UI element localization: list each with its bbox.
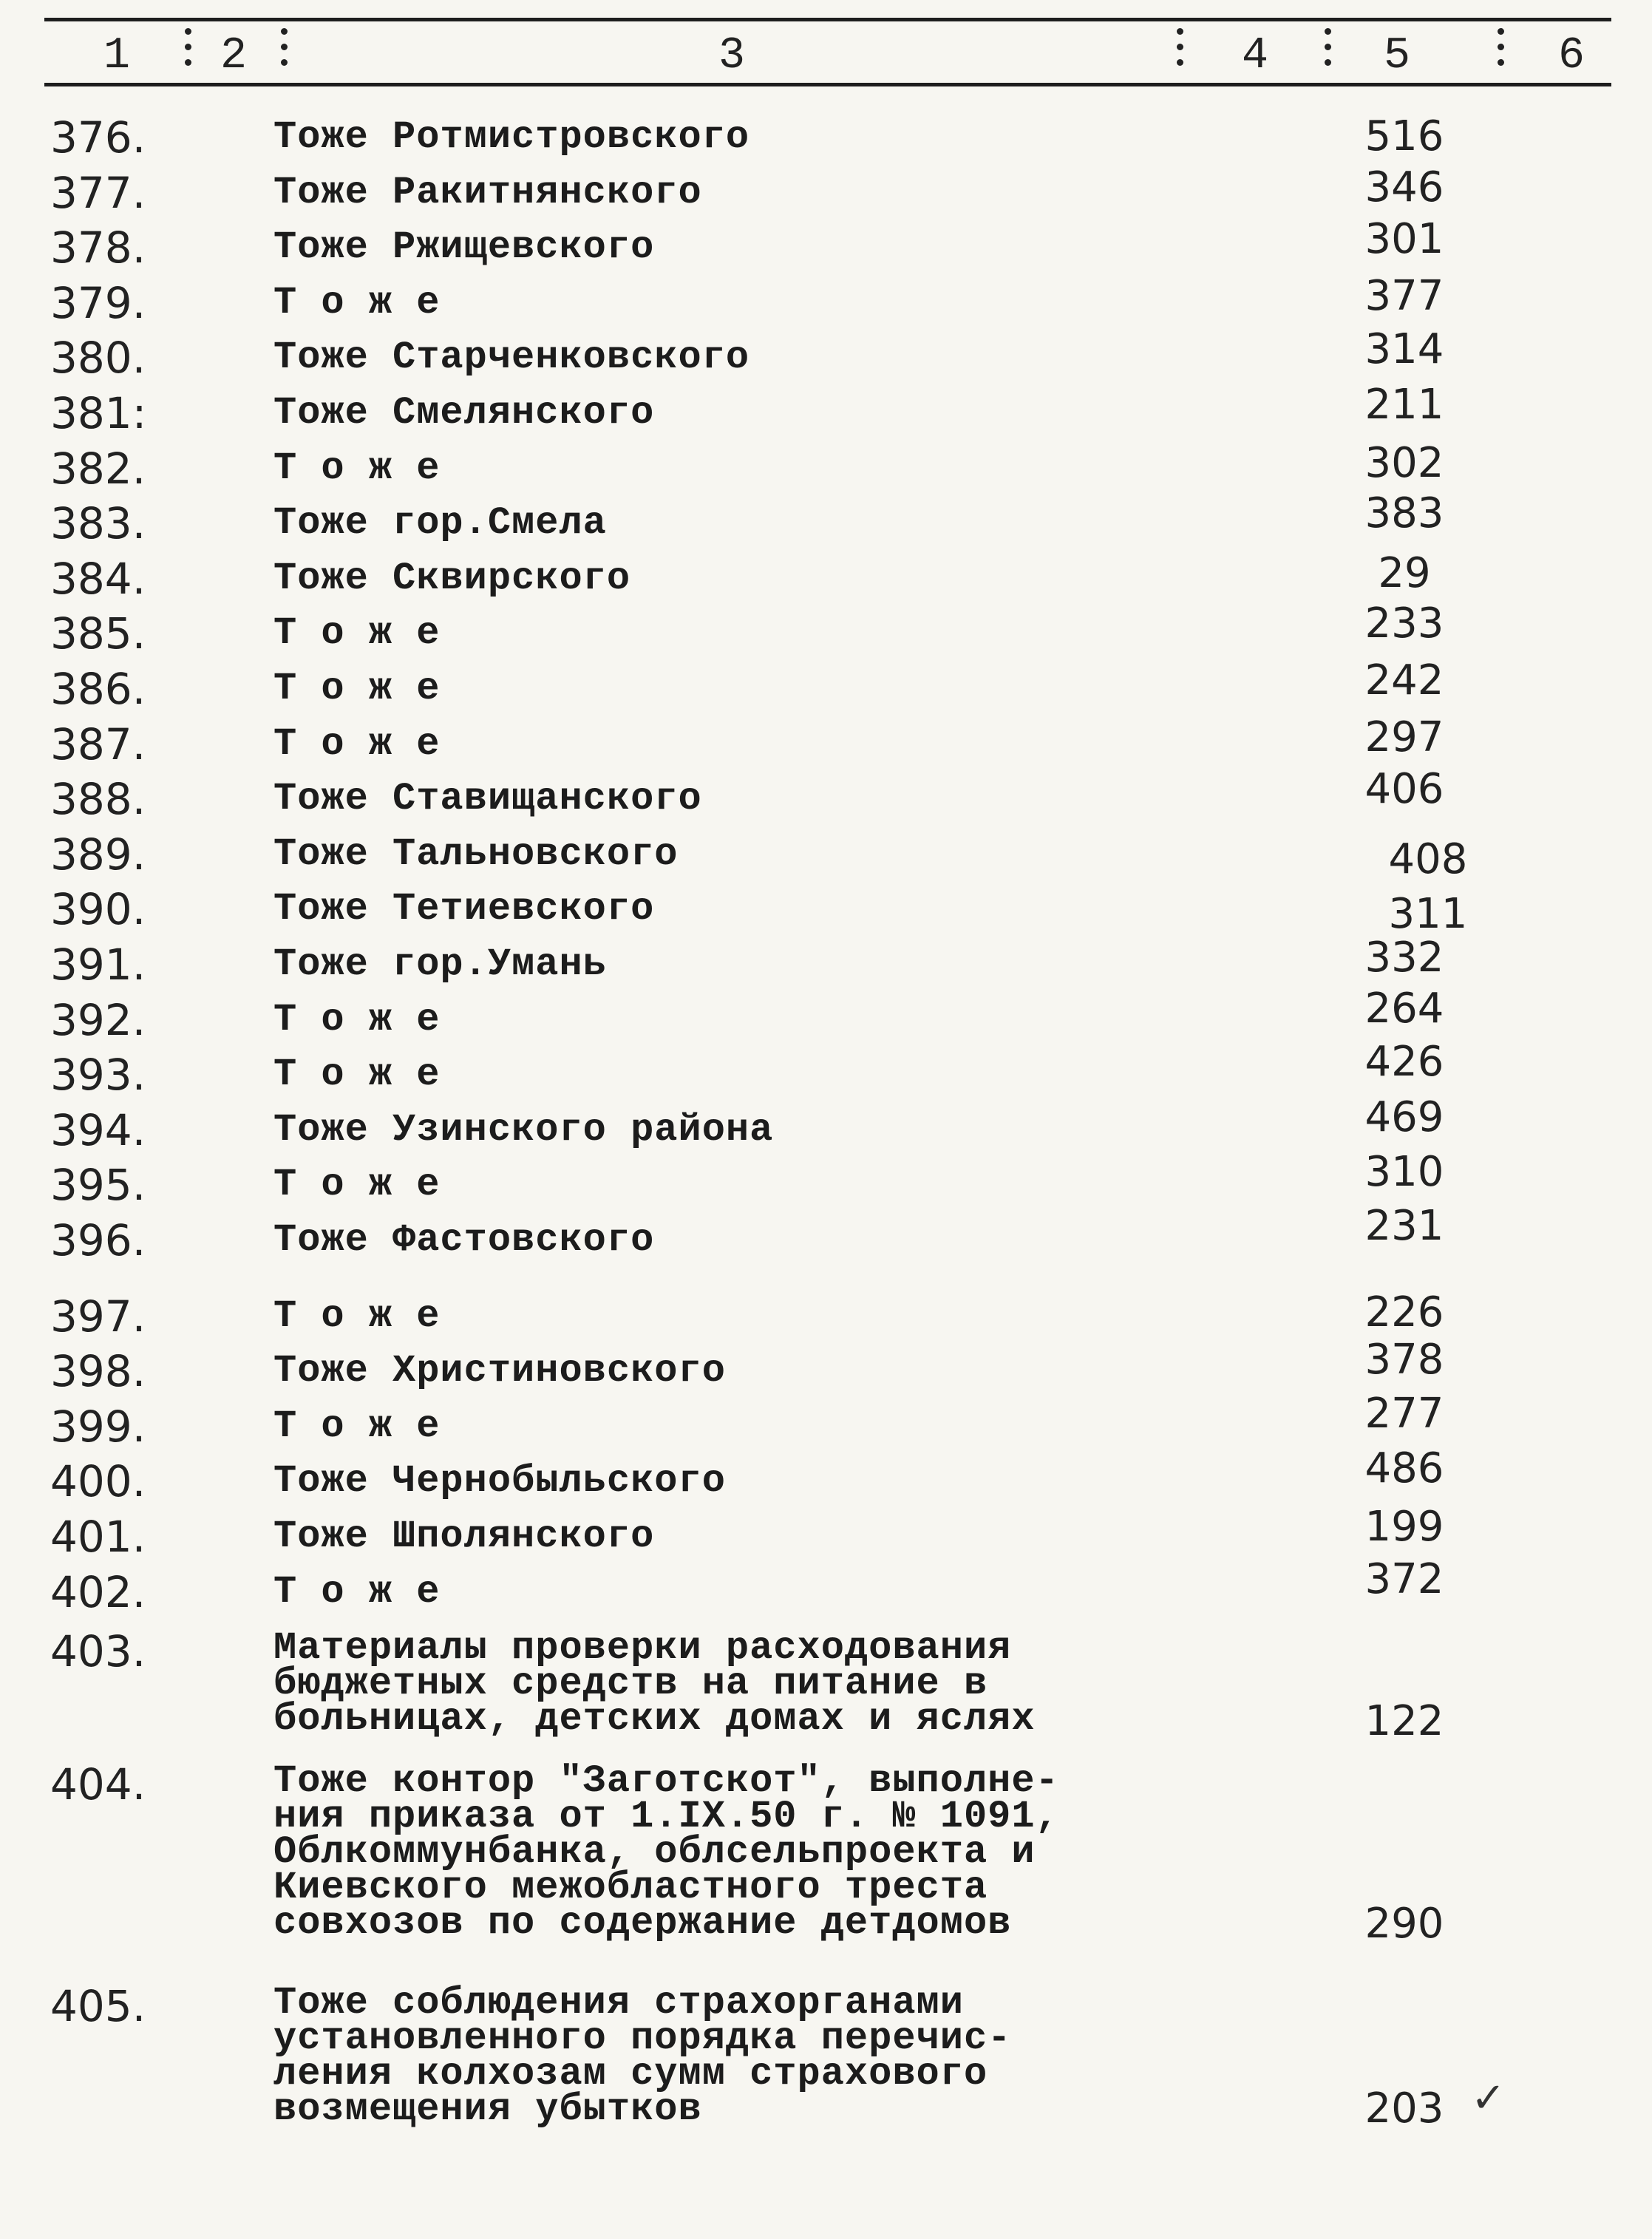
row-value: 383 (1364, 489, 1444, 538)
row-description: Тоже гор.Смела (273, 501, 607, 546)
header-bottom-rule (44, 83, 1611, 86)
row-number: 392. (50, 994, 146, 1045)
row-number: 380. (50, 333, 146, 384)
row-value: 231 (1364, 1202, 1444, 1250)
row-value: 486 (1364, 1444, 1444, 1493)
row-description: Тоже Ставищанского (273, 777, 702, 821)
header-col-5: 5 (1384, 31, 1411, 81)
row-number: 401. (50, 1512, 146, 1562)
row-number: 395. (50, 1160, 146, 1211)
row-value: 203 (1364, 2085, 1444, 2133)
row-description: Тоже Ржищевского (273, 225, 655, 270)
row-value: 469 (1364, 1093, 1444, 1141)
row-value: 242 (1364, 656, 1444, 704)
row-value: 406 (1364, 765, 1444, 814)
row-number: 396. (50, 1215, 146, 1265)
row-number: 393. (50, 1050, 146, 1101)
row-description: Тоже контор "Заготскот", выполне- ния приказа от 1.IX.50 г. № 1091, Облкоммунбанка, облсельпроекта и Киевского межобластного треста совхозов по содержание детдомов (273, 1759, 1059, 1945)
row-value: 122 (1364, 1697, 1444, 1745)
header-separator (185, 28, 192, 80)
row-description: Тоже Ротмистровского (273, 115, 750, 159)
header-separator (1325, 28, 1332, 80)
row-value: 233 (1364, 599, 1444, 648)
row-description: Тоже Ракитнянского (273, 170, 702, 214)
row-value: 226 (1364, 1288, 1444, 1336)
row-description: Т о ж е (273, 280, 441, 325)
row-description: Тоже Тальновского (273, 832, 679, 876)
header-separator (1177, 28, 1184, 80)
row-number: 383. (50, 498, 146, 549)
row-number: 402. (50, 1566, 146, 1617)
header-col-4: 4 (1242, 31, 1269, 81)
row-value: 302 (1364, 438, 1444, 487)
row-number: 385. (50, 608, 146, 659)
header-col-1: 1 (103, 31, 131, 81)
row-value: 290 (1364, 1900, 1444, 1948)
header-separator (1498, 28, 1505, 80)
row-number: 399. (50, 1401, 146, 1452)
row-value: 346 (1364, 163, 1444, 211)
row-value: 211 (1364, 381, 1444, 429)
header-col-6: 6 (1558, 31, 1585, 81)
row-description: Тоже Христиновского (273, 1349, 726, 1393)
row-number: 378. (50, 222, 146, 273)
row-description: Материалы проверки расходования бюджетных средств на питание в больницах, детских домах и яслях (273, 1626, 1036, 1741)
row-number: 397. (50, 1291, 146, 1342)
row-value: 297 (1364, 713, 1444, 761)
row-value: 426 (1364, 1038, 1444, 1087)
row-number: 390. (50, 884, 146, 935)
row-value: 332 (1364, 934, 1444, 982)
row-description: Т о ж е (273, 1569, 441, 1614)
row-number: 405. (50, 1981, 146, 2031)
row-description: Т о ж е (273, 1163, 441, 1207)
row-value: 314 (1364, 325, 1444, 374)
row-value: 277 (1364, 1389, 1444, 1438)
row-number: 404. (50, 1759, 146, 1810)
row-value: 199 (1364, 1503, 1444, 1551)
row-description: Т о ж е (273, 721, 441, 766)
check-mark-icon: ✓ (1471, 2074, 1506, 2122)
row-value: 29 (1378, 548, 1431, 597)
row-value: 372 (1364, 1555, 1444, 1603)
row-number: 382. (50, 443, 146, 494)
row-description: Тоже Старченковского (273, 336, 750, 380)
header-col-3: 3 (718, 31, 746, 81)
row-description: Тоже гор.Умань (273, 942, 607, 986)
row-description: Тоже Шполянского (273, 1515, 655, 1558)
row-value: 310 (1364, 1148, 1444, 1197)
row-number: 391. (50, 940, 146, 990)
row-description: Т о ж е (273, 611, 441, 656)
row-description: Т о ж е (273, 446, 441, 490)
row-number: 379. (50, 277, 146, 328)
row-description: Тоже Чернобыльского (273, 1459, 726, 1504)
row-description: Тоже Узинского района (273, 1107, 774, 1152)
row-value: 311 (1388, 890, 1468, 939)
row-number: 381: (50, 388, 147, 438)
row-number: 398. (50, 1346, 146, 1397)
row-description: Тоже Фастовского (273, 1218, 655, 1262)
row-value: 378 (1364, 1336, 1444, 1384)
row-number: 384. (50, 553, 146, 604)
row-description: Тоже Сквирского (273, 556, 631, 600)
row-number: 388. (50, 774, 146, 825)
row-value: 516 (1364, 112, 1444, 160)
header-top-rule (44, 18, 1611, 21)
row-value: 408 (1388, 835, 1468, 883)
row-description: Тоже соблюдения страхорганами установленного порядка перечис- ления колхозам сумм страхового возмещения убытков (273, 1981, 1012, 2131)
row-number: 400. (50, 1456, 146, 1507)
row-value: 301 (1364, 215, 1444, 264)
row-value: 264 (1364, 984, 1444, 1033)
row-description: Т о ж е (273, 1404, 441, 1448)
row-number: 387. (50, 718, 146, 769)
row-value: 377 (1364, 271, 1444, 320)
row-number: 376. (50, 112, 146, 163)
row-description: Тоже Смелянского (273, 391, 655, 435)
row-description: Т о ж е (273, 1294, 441, 1338)
header-separator (281, 28, 288, 80)
row-number: 386. (50, 664, 146, 714)
row-number: 377. (50, 167, 146, 218)
row-number: 394. (50, 1104, 146, 1155)
row-description: Т о ж е (273, 997, 441, 1042)
row-description: Т о ж е (273, 667, 441, 710)
row-number: 389. (50, 829, 146, 880)
row-description: Тоже Тетиевского (273, 887, 655, 931)
header-col-2: 2 (220, 31, 248, 81)
row-number: 403. (50, 1626, 146, 1676)
row-description: Т о ж е (273, 1053, 441, 1097)
